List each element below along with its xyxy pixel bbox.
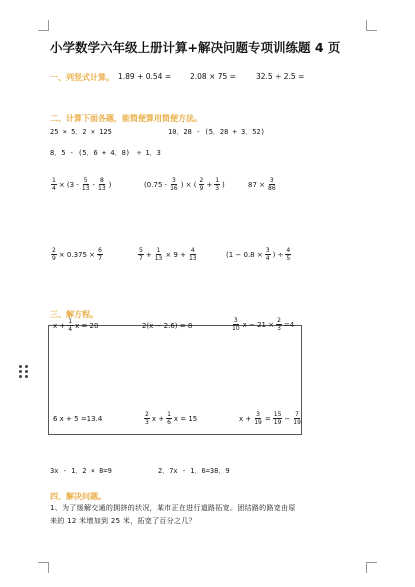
s4-question-1-line-1: 1、为了缓解交通的拥挤的状况，某市正在进行道路拓宽。团结路的路宽由原	[50, 504, 296, 512]
section-1-heading: 一、列竖式计算。	[50, 73, 114, 82]
s3-equation-2: 2(x − 2.6) = 8	[142, 322, 193, 330]
s2-problem-4: $\frac{1}{4}$ × (3 - $\frac{5}{13}$ - $\frac{8}{13}$ )	[52, 177, 112, 192]
s2-problem-2: 10．28 - (5．28 + 3．52)	[168, 128, 265, 136]
section-2-heading: 二、计算下面各题，能简便算用简便方法。	[50, 114, 202, 123]
page-corner-mark	[366, 562, 377, 573]
s1-item-1: 1.89 + 0.54 =	[118, 72, 172, 81]
page-corner-mark	[38, 562, 49, 573]
s3-equation-6: x + $\frac{3}{19}$ = $\frac{15}{19}$ − $\frac{7}{19}$	[239, 411, 301, 426]
s3-equation-5: $\frac{2}{3}$ x + $\frac{1}{6}$ x = 15	[145, 411, 198, 426]
s3-equation-1: x + $\frac{1}{4}$ x = 20	[53, 318, 99, 333]
s2-problem-6: 87 × $\frac{3}{86}$	[248, 177, 276, 192]
page-corner-mark	[366, 20, 377, 31]
s2-problem-9: (1 − 0.8 × $\frac{3}{4}$ ) ÷ $\frac{4}{5}$	[226, 247, 291, 262]
page-corner-mark	[38, 20, 49, 31]
s2-problem-1: 25 × 5．2 × 125	[50, 128, 112, 136]
s2-problem-5: (0.75 - $\frac{3}{16}$ ) × ( $\frac{2}{9}$ + $\frac{1}{3}$ )	[144, 177, 225, 192]
s3-equation-8: 2．7x - 1．6=38．9	[158, 467, 230, 475]
s1-item-2: 2.08 × 75 =	[190, 72, 236, 81]
s3-equation-3: $\frac{3}{10}$ x − 21 × $\frac{2}{3}$ =4	[232, 317, 295, 332]
s3-equation-4: 6 x + 5 =13.4	[53, 415, 103, 423]
page-title: 小学数学六年级上册计算+解决问题专项训练题 4 页	[50, 40, 341, 55]
s2-problem-7: $\frac{2}{9}$ × 0.375 × $\frac{6}{7}$	[52, 247, 102, 262]
s1-item-3: 32.5 ÷ 2.5 =	[256, 72, 305, 81]
drag-handle-icon[interactable]	[19, 365, 29, 379]
s4-question-1-line-2: 来的 12 米增加到 25 米，拓宽了百分之几？	[50, 517, 196, 525]
s2-problem-3: 8．5 - (5．6 + 4．8) ÷ 1．3	[50, 149, 161, 157]
section-4-heading: 四、解决问题。	[50, 492, 106, 501]
s3-equation-7: 3x - 1．2 × 8=9	[50, 467, 112, 475]
s2-problem-8: $\frac{5}{7}$ + $\frac{1}{13}$ × 9 + $\frac{4}{13}$	[139, 247, 197, 262]
section-3-heading: 三、解方程。	[50, 310, 98, 319]
